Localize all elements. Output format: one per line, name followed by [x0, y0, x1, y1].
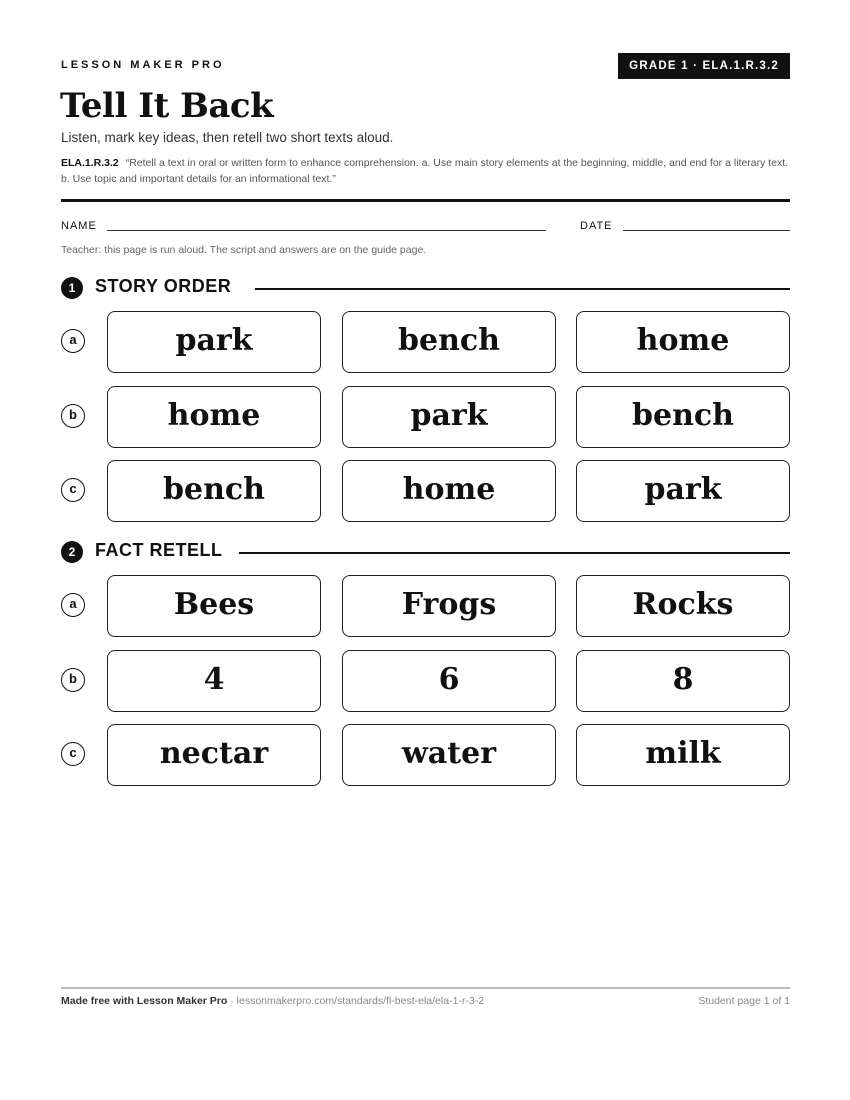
- answer-card[interactable]: park: [576, 460, 790, 522]
- footer-url[interactable]: · lessonmakerpro.com/standards/fl-best-ela/ela-1-r-3-2: [227, 995, 485, 1007]
- answer-card[interactable]: bench: [107, 460, 321, 522]
- section-number: 1: [61, 277, 83, 299]
- question-row: [61, 724, 790, 786]
- section-divider: [255, 288, 790, 290]
- answer-card[interactable]: 8: [576, 650, 790, 712]
- name-label: NAME: [61, 220, 97, 232]
- header: [61, 53, 790, 79]
- answer-card[interactable]: water: [342, 724, 556, 786]
- answer-card[interactable]: Rocks: [576, 575, 790, 637]
- answer-card[interactable]: 6: [342, 650, 556, 712]
- answer-card[interactable]: park: [107, 311, 321, 373]
- answer-card[interactable]: 4: [107, 650, 321, 712]
- row-letter: a: [61, 593, 85, 617]
- answer-card[interactable]: nectar: [107, 724, 321, 786]
- answer-card[interactable]: home: [342, 460, 556, 522]
- name-field[interactable]: [107, 230, 546, 231]
- answer-card[interactable]: home: [107, 386, 321, 448]
- page-subtitle: Listen, mark key ideas, then retell two short texts aloud.: [61, 130, 394, 145]
- question-row: [61, 460, 790, 522]
- answer-card[interactable]: Bees: [107, 575, 321, 637]
- row-letter: c: [61, 478, 85, 502]
- section-divider: [239, 552, 790, 554]
- answer-card[interactable]: Frogs: [342, 575, 556, 637]
- date-label: DATE: [580, 220, 613, 232]
- teacher-note: Teacher: this page is run aloud. The script and answers are on the guide page.: [61, 244, 427, 256]
- page-title: Tell It Back: [60, 86, 274, 126]
- footer-page-number: Student page 1 of 1: [698, 995, 790, 1007]
- question-row: [61, 386, 790, 448]
- answer-card[interactable]: bench: [342, 311, 556, 373]
- footer-made-with: Made free with Lesson Maker Pro: [61, 995, 228, 1007]
- section-story-order: [61, 275, 790, 299]
- answer-card[interactable]: milk: [576, 724, 790, 786]
- brand-name: LESSON MAKER PRO: [61, 59, 225, 71]
- footer-credit: [61, 995, 484, 1007]
- section-title: FACT RETELL: [95, 540, 223, 560]
- row-letter: b: [61, 668, 85, 692]
- row-letter: a: [61, 329, 85, 353]
- section-fact-retell: [61, 539, 790, 563]
- section-title: STORY ORDER: [95, 276, 232, 296]
- footer-divider: [61, 987, 790, 989]
- question-row: [61, 575, 790, 637]
- header-divider: [61, 199, 790, 202]
- grade-badge: GRADE 1 · ELA.1.R.3.2: [618, 53, 790, 79]
- standard-description: [61, 155, 790, 187]
- worksheet-page: [61, 0, 790, 1100]
- date-field[interactable]: [623, 230, 790, 231]
- question-row: [61, 311, 790, 373]
- answer-card[interactable]: bench: [576, 386, 790, 448]
- section-number: 2: [61, 541, 83, 563]
- answer-card[interactable]: park: [342, 386, 556, 448]
- standard-code: ELA.1.R.3.2: [61, 157, 119, 169]
- answer-card[interactable]: home: [576, 311, 790, 373]
- standard-text: “Retell a text in oral or written form to enhance comprehension. a. Use main story elements at the beginning, middle, and end for a literary text. b. Use topic and important details for an informational text.”: [61, 157, 789, 185]
- row-letter: b: [61, 404, 85, 428]
- question-row: [61, 650, 790, 712]
- row-letter: c: [61, 742, 85, 766]
- name-date-row: [61, 220, 790, 236]
